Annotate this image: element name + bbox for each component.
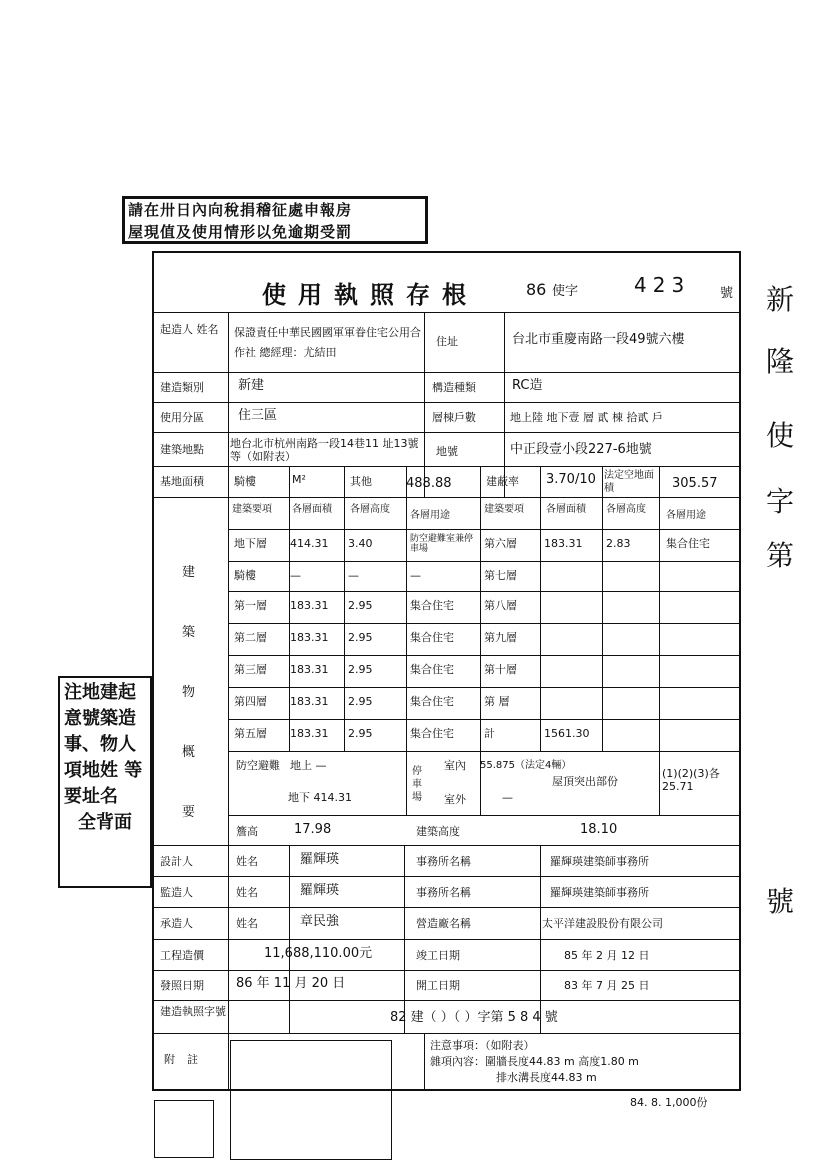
row-height: 2.95	[348, 663, 373, 676]
margin-char: 號	[766, 885, 795, 918]
contractor-name-label: 姓名	[236, 917, 258, 930]
note-line-2: 雜項內容：圍牆長度44.83 m 高度1.80 m	[430, 1055, 639, 1068]
col-header: 建築要項	[484, 504, 524, 515]
row-height: 2.95	[348, 631, 373, 644]
row-height: 3.40	[348, 537, 373, 550]
issue-date-label: 發照日期	[160, 979, 204, 992]
col-header: 各層面積	[546, 504, 586, 515]
row-item: 第四層	[234, 695, 267, 708]
build-type-label: 建造類別	[160, 381, 204, 394]
legal-space-value: 305.57	[672, 476, 718, 491]
col-header: 各層高度	[350, 504, 390, 515]
margin-char: 新	[766, 283, 795, 316]
completion-label: 竣工日期	[416, 949, 460, 962]
applicant-label: 起造人 姓名	[160, 323, 219, 336]
designer-office: 羅輝瑛建築師事務所	[550, 855, 649, 868]
seal-stamp	[154, 1100, 214, 1158]
cost-label: 工程造價	[160, 949, 204, 962]
completion-value: 85 年 2 月 12 日	[564, 949, 650, 962]
parking-indoor-value: 55.875（法定4輛）	[480, 760, 572, 771]
margin-char: 使	[766, 419, 795, 452]
permit-value: 82 建（ ）（ ）字第 5 8 4 號	[390, 1010, 558, 1025]
row-use: 集合住宅	[410, 631, 454, 644]
row-height-right: 2.83	[606, 537, 631, 550]
designer-label: 設計人	[160, 855, 193, 868]
margin-char: 第	[766, 539, 795, 572]
row-use: 集合住宅	[410, 727, 454, 740]
defense-above: 地上 —	[290, 759, 327, 772]
row-item-right: 第八層	[484, 599, 517, 612]
row-use: 集合住宅	[410, 599, 454, 612]
floors-label: 層棟戶數	[432, 411, 476, 424]
supervisor-office-label: 事務所名稱	[416, 886, 471, 899]
building-height-value: 18.10	[580, 822, 618, 837]
row-item-right: 第 層	[484, 695, 510, 708]
company-label: 營造廠名稱	[416, 917, 471, 930]
left-notice-stamp	[58, 676, 152, 888]
designer-name: 羅輝瑛	[300, 852, 340, 867]
coverage-label: 建蔽率	[486, 475, 519, 488]
building-summary-label: 建築物概要	[182, 565, 196, 820]
supervisor-office: 羅輝瑛建築師事務所	[550, 886, 649, 899]
contractor-label: 承造人	[160, 917, 193, 930]
row-height: 2.95	[348, 599, 373, 612]
parking-outdoor-label: 室外	[444, 793, 466, 806]
parking-label: 停車場	[412, 766, 422, 803]
row-area: 183.31	[290, 599, 329, 612]
row-area: 414.31	[290, 537, 329, 550]
designer-name-label: 姓名	[236, 855, 258, 868]
official-seals	[230, 1040, 392, 1160]
legal-space-label: 法定空地面積	[604, 470, 654, 494]
left-stamp-text: 注地建起 意號築造 事、物人 項地姓 等要址名	[64, 682, 143, 807]
supervisor-name-label: 姓名	[236, 886, 258, 899]
row-item-right: 第七層	[484, 569, 517, 582]
arcade-label: 騎樓	[234, 475, 256, 488]
build-type-value: 新建	[238, 378, 265, 393]
row-area: 183.31	[290, 727, 329, 740]
supervisor-label: 監造人	[160, 886, 193, 899]
site-value: 地台北市杭州南路一段14巷11 址13號等（如附表）	[230, 437, 419, 463]
row-item: 地下層	[234, 537, 267, 550]
margin-char: 字	[766, 485, 795, 518]
arcade-value: M²	[292, 473, 306, 486]
supervisor-name: 羅輝瑛	[300, 883, 340, 898]
row-area: 183.31	[290, 631, 329, 644]
col-header: 建築要項	[232, 504, 272, 515]
note-line-3: 排水溝長度44.83 m	[496, 1071, 597, 1084]
row-use: 防空避難室兼停車場	[410, 534, 474, 554]
floors-value: 地上陸 地下壹 層 貳 棟 拾貳 戶	[510, 411, 663, 424]
row-item: 第一層	[234, 599, 267, 612]
lot-value: 中正段壹小段227-6地號	[510, 442, 652, 457]
col-header: 各層用途	[666, 510, 706, 521]
row-area-right: 1561.30	[544, 727, 590, 740]
start-date-value: 83 年 7 月 25 日	[564, 979, 650, 992]
address-value: 台北市重慶南路一段49號六樓	[512, 332, 685, 347]
notice-stamp	[122, 196, 428, 244]
row-height: 2.95	[348, 695, 373, 708]
other-label: 其他	[350, 475, 372, 488]
issue-date-value: 86 年 11 月 20 日	[236, 976, 346, 991]
license-prefix: 使字	[552, 284, 579, 299]
row-area-right: 183.31	[544, 537, 583, 550]
zone-value: 住三區	[238, 408, 278, 423]
row-use: 集合住宅	[410, 695, 454, 708]
structure-value: RC造	[512, 378, 543, 393]
contractor-name: 章民強	[300, 914, 340, 929]
cost-value: 11,688,110.00元	[264, 946, 373, 961]
print-footer: 84. 8. 1,000份	[630, 1096, 708, 1109]
lot-label: 地號	[436, 445, 458, 458]
notice-line-1: 請在卅日內向稅捐稽征處申報房	[128, 201, 353, 219]
applicant-value: 保證責任中華民國國軍軍眷住宅公用合作社 總經理：尤結田	[234, 326, 421, 359]
row-item-right: 第十層	[484, 663, 517, 676]
roof-label: 屋頂突出部份	[552, 775, 618, 788]
roof-value: (1)(2)(3)各 25.71	[662, 767, 720, 793]
form-title: 使用執照存根	[262, 281, 478, 309]
row-height: —	[348, 569, 359, 582]
company-value: 太平洋建設股份有限公司	[542, 917, 663, 930]
structure-label: 構造種類	[432, 381, 476, 394]
license-suffix: 號	[720, 286, 734, 301]
other-value: 488.88	[406, 476, 452, 491]
row-item: 第五層	[234, 727, 267, 740]
license-number: 423	[634, 273, 691, 297]
defense-below: 地下 414.31	[288, 791, 352, 804]
eave-value: 17.98	[294, 822, 332, 837]
license-form	[152, 251, 741, 1091]
row-use-right: 集合住宅	[666, 537, 710, 550]
row-use: —	[410, 569, 421, 582]
row-item-right: 計	[484, 727, 495, 740]
note-line-1: 注意事項：（如附表）	[430, 1039, 535, 1052]
row-item-right: 第六層	[484, 537, 517, 550]
permit-label: 建造執照字號	[160, 1005, 226, 1018]
license-year: 86	[526, 280, 547, 299]
row-item-right: 第九層	[484, 631, 517, 644]
margin-char: 隆	[766, 345, 795, 378]
defense-label: 防空避難	[236, 759, 280, 772]
zone-label: 使用分區	[160, 411, 204, 424]
col-header: 各層面積	[292, 504, 332, 515]
start-date-label: 開工日期	[416, 979, 460, 992]
eave-label: 簷高	[236, 825, 258, 838]
row-item: 第三層	[234, 663, 267, 676]
site-label: 建築地點	[160, 443, 204, 456]
row-use: 集合住宅	[410, 663, 454, 676]
col-header: 各層高度	[606, 504, 646, 515]
col-header: 各層用途	[410, 510, 450, 521]
row-area: —	[290, 569, 301, 582]
note-label: 附註	[164, 1053, 210, 1066]
row-height: 2.95	[348, 727, 373, 740]
address-label: 住址	[436, 335, 458, 348]
row-item: 第二層	[234, 631, 267, 644]
row-area: 183.31	[290, 695, 329, 708]
designer-office-label: 事務所名稱	[416, 855, 471, 868]
building-height-label: 建築高度	[416, 825, 460, 838]
left-stamp-cont: 全背面	[78, 812, 132, 833]
parking-indoor-label: 室內	[444, 759, 466, 772]
area-label: 基地面積	[160, 475, 204, 488]
parking-outdoor-value: —	[502, 791, 513, 804]
row-area: 183.31	[290, 663, 329, 676]
notice-line-2: 屋現值及使用情形以免逾期受罰	[128, 223, 353, 241]
row-item: 騎樓	[234, 569, 256, 582]
coverage-value: 3.70/10	[546, 472, 596, 487]
